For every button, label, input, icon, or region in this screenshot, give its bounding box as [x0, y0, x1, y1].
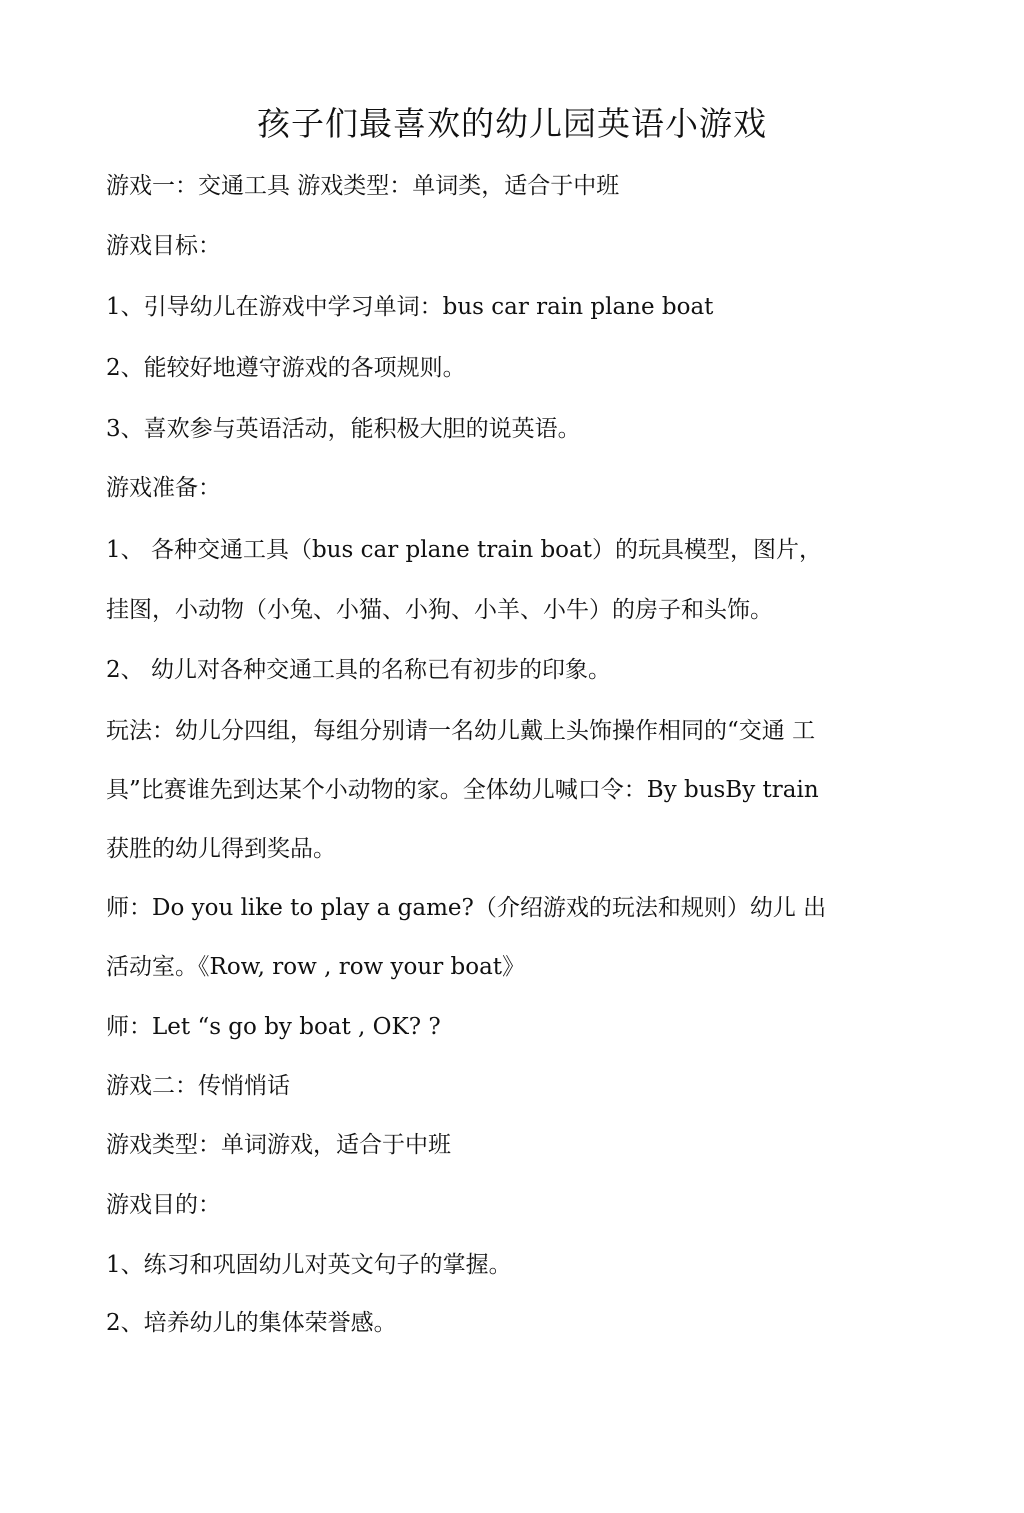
text-line: 2、培养幼儿的集体荣誉感。: [106, 1310, 397, 1336]
text-line: 玩法：幼儿分四组，每组分别请一名幼儿戴上头饰操作相同的“交通 工: [106, 718, 816, 744]
text-line: 挂图，小动物（小兔、小猫、小狗、小羊、小牛）的房子和头饰。: [106, 597, 773, 623]
text-line: 1、引导幼儿在游戏中学习单词：bus car rain plane boat: [106, 294, 714, 320]
text-line: 获胜的幼儿得到奖品。: [106, 836, 336, 862]
document-title: 孩子们最喜欢的幼儿园英语小游戏: [257, 104, 767, 143]
text-line: 游戏准备：: [106, 475, 221, 501]
text-line: 师：Let “s go by boat , OK? ?: [106, 1014, 441, 1040]
text-line: 2、能较好地遵守游戏的各项规则。: [106, 355, 466, 381]
text-line: 游戏类型：单词游戏，适合于中班: [106, 1132, 451, 1158]
text-line: 游戏目的：: [106, 1192, 221, 1218]
text-line: 活动室。《Row, row , row your boat》: [106, 954, 526, 980]
text-line: 3、喜欢参与英语活动，能积极大胆的说英语。: [106, 416, 581, 442]
text-line: 2、 幼儿对各种交通工具的名称已有初步的印象。: [106, 657, 611, 683]
text-line: 1、练习和巩固幼儿对英文句子的掌握。: [106, 1252, 512, 1278]
text-line: 游戏一：交通工具 游戏类型：单词类，适合于中班: [106, 173, 620, 199]
text-line: 游戏二：传悄悄话: [106, 1073, 290, 1099]
text-line: 师：Do you like to play a game?（介绍游戏的玩法和规则）幼儿 出: [106, 895, 827, 921]
text-line: 游戏目标：: [106, 233, 221, 259]
text-line: 具”比赛谁先到达某个小动物的家。全体幼儿喊口令：By busBy train: [106, 777, 819, 803]
text-line: 1、 各种交通工具（bus car plane train boat）的玩具模型，图片，: [106, 537, 822, 563]
